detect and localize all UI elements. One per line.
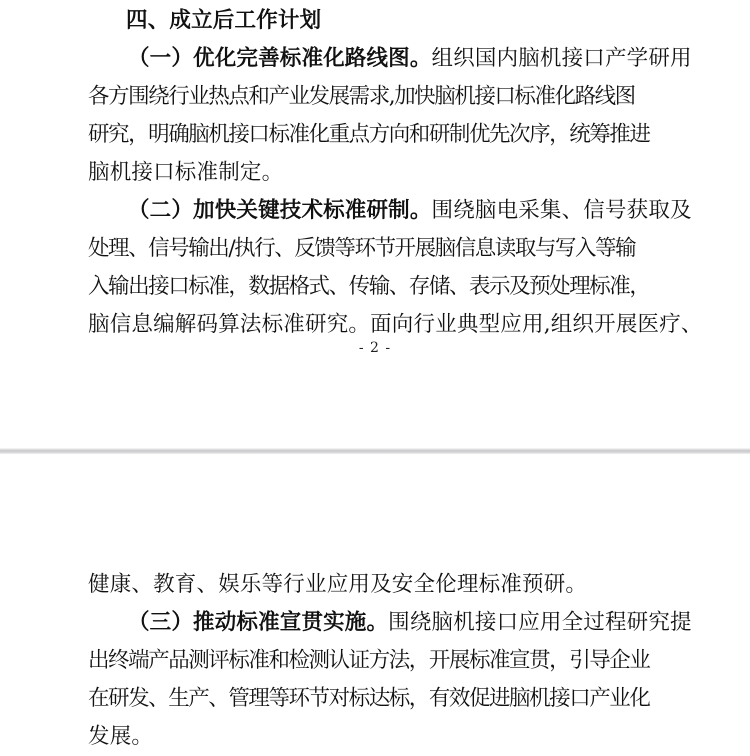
- text-line: [88, 680, 662, 718]
- page-1-text-body: [88, 2, 703, 344]
- text-line: [88, 154, 662, 192]
- document-page-2: [0, 454, 750, 750]
- text-line: [88, 566, 662, 604]
- paragraph: [88, 566, 662, 604]
- text-line: [88, 116, 662, 154]
- paragraph-text: 研究，明确脑机接口标准化重点方向和研制优先次序，统筹推进: [88, 122, 650, 147]
- paragraph-text: 在研发、生产、管理等环节对标达标，有效促进脑机接口产业化: [88, 686, 650, 711]
- paragraph-text: 脑信息编解码算法标准研究。面向行业典型应用,组织开展医疗、: [88, 312, 703, 337]
- page-2-text-body: [88, 566, 692, 756]
- text-line: [88, 604, 692, 642]
- paragraph-text: 健康、教育、娱乐等行业应用及安全伦理标准预研。: [88, 572, 588, 597]
- paragraph-text: 处理、信号输出/执行、反馈等环节开展脑信息读取与写入等输: [88, 236, 636, 261]
- paragraph-text: 出终端产品测评标准和检测认证方法，开展标准宣贯，引导企业: [88, 648, 650, 673]
- paragraph-text: 围绕脑电采集、信号获取及: [431, 198, 692, 223]
- paragraph: [88, 192, 703, 344]
- paragraph-text: 入输出接口标准，数据格式、传输、存储、表示及预处理标准，: [88, 274, 650, 299]
- paragraph: [88, 40, 692, 192]
- page-number-footer: - 2 -: [358, 340, 392, 356]
- text-line: [88, 78, 662, 116]
- paragraph-bold-lead: （二）加快关键技术标准研制。: [128, 198, 432, 223]
- paragraph-text: 脑机接口标准制定。: [88, 160, 284, 185]
- paragraph-bold-lead: （一）优化完善标准化路线图。: [128, 46, 432, 71]
- paragraph-text: 发展。: [88, 724, 154, 749]
- paragraph-bold-lead: （三）推动标准宣贯实施。: [128, 610, 389, 635]
- text-line: [88, 268, 662, 306]
- text-line: [88, 192, 692, 230]
- paragraph-text: 各方围绕行业热点和产业发展需求,加快脑机接口标准化路线图: [88, 84, 635, 109]
- paragraph-text: 组织国内脑机接口产学研用: [431, 46, 692, 71]
- section-heading: 四、成立后工作计划: [126, 8, 322, 33]
- paragraph: [88, 604, 692, 756]
- text-line: [88, 718, 662, 756]
- paragraph-text: 围绕脑机接口应用全过程研究提: [388, 610, 692, 635]
- text-line: [88, 642, 662, 680]
- text-line: [88, 306, 703, 344]
- text-line: [88, 40, 692, 78]
- text-line: [88, 230, 662, 268]
